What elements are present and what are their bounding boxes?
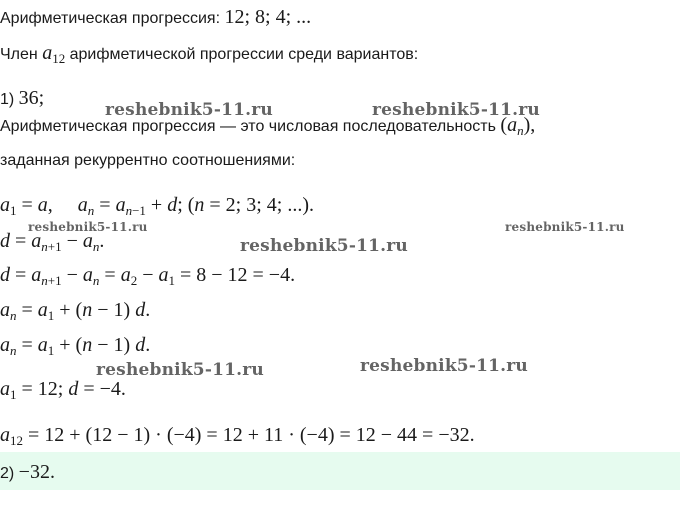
statement-text: Арифметическая прогрессия:: [0, 10, 225, 27]
sequence-symbol: $(a_n)$,: [500, 114, 536, 138]
problem-statement: [0, 6, 311, 29]
option-value: 36;: [18, 87, 45, 109]
watermark: reshebnik5-11.ru: [372, 100, 540, 120]
answer-line: [0, 461, 55, 484]
watermark: reshebnik5-11.ru: [240, 236, 408, 256]
option-1: [0, 87, 44, 110]
question-after: арифметической прогрессии среди вариантов:: [65, 46, 419, 63]
answer-label: 2): [0, 465, 19, 482]
definition-text: Арифметическая прогрессия — это числовая последовательность: [0, 118, 501, 135]
term-a12: $a_{12}$: [42, 42, 66, 66]
recurrence-intro-text: заданная рекуррентно соотношениями:: [0, 152, 296, 169]
question-before: Член: [0, 46, 43, 63]
answer-highlight: [0, 452, 680, 490]
recurrence-formula: $a_1 = a$, $a_n = a_{n-1} + d$; (n = 2; 3; 4; ...).: [0, 194, 315, 218]
difference-formula: $d = a_{n+1} - a_n$.: [0, 230, 105, 254]
sequence-terms: 12; 8; 4; ...: [224, 6, 312, 28]
watermark: reshebnik5-11.ru: [105, 100, 273, 120]
question-line: [0, 42, 418, 65]
watermark: reshebnik5-11.ru: [96, 360, 264, 380]
watermark: reshebnik5-11.ru: [28, 220, 148, 234]
nth-term-formula-repeat: $a_n = a_1 + (n - 1)$ d.: [0, 334, 151, 358]
watermark: reshebnik5-11.ru: [360, 356, 528, 376]
watermark: reshebnik5-11.ru: [505, 220, 625, 234]
a12-computation: $a_{12} = 12 + (12 - 1) \cdot (-4) = 12 + 11 \cdot (-4) = 12 - 44 = -32$.: [0, 424, 475, 448]
a12-computation-value: 12 + (12 − 1) · (−4) = 12 + 11 · (−4) = 12 − 44 = −32.: [44, 424, 475, 446]
recurrence-intro: [0, 152, 295, 170]
given-values: $a_1 = 12$; d = −4.: [0, 378, 126, 402]
answer-value: −32.: [18, 461, 55, 483]
nth-term-formula: $a_n = a_1 + (n - 1)$ d.: [0, 299, 151, 323]
option-label: 1): [0, 91, 19, 108]
difference-computation: $d = a_{n+1} - a_n = a_2 - a_1 = 8 - 12 = -4$.: [0, 264, 296, 288]
